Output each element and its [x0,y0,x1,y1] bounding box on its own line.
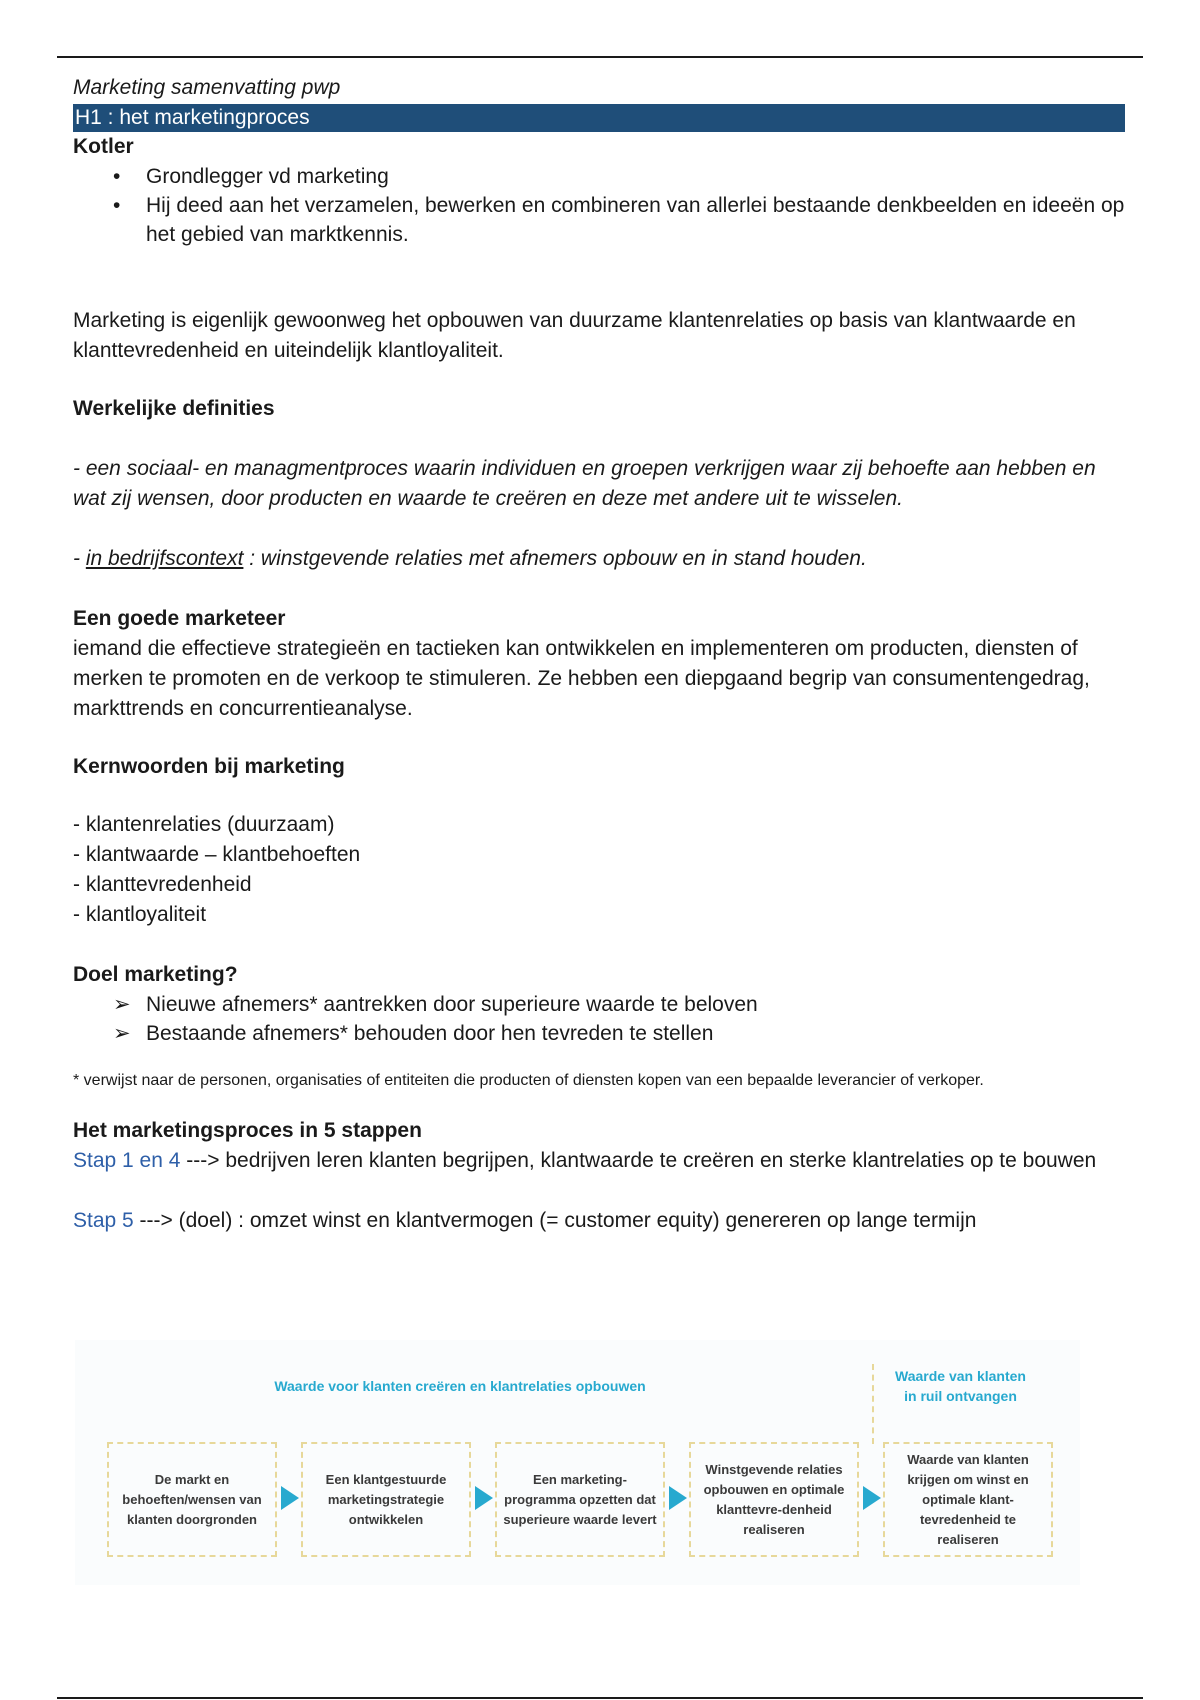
header-rule [57,56,1143,58]
footer-rule [57,1697,1143,1699]
arrow-bullet-icon: ➢ [113,1022,131,1045]
list-item: - klantwaarde – klantbehoeften [73,843,361,866]
arrow-right-icon [669,1486,687,1510]
marketeer-heading: Een goede marketeer [73,607,286,630]
arrow-bullet-icon: ➢ [113,993,131,1016]
definition-1: - een sociaal- en managmentproces waarin individuen en groepen verkrijgen waar zij behoefte aan hebben en wat zij wensen, door producten en waarde te creëren en deze met andere uit te wisselen. [73,457,1096,510]
list-item: - klanttevredenheid [73,873,252,896]
list-item: - klantenrelaties (duurzaam) [73,813,335,836]
list-item: • Hij deed aan het verzamelen, bewerken en combineren van allerlei bestaande denkbeelden en ideeën op het gebied van marktkennis. [113,191,1125,249]
bullet-dot-icon: • [113,194,121,217]
create-value-label: Waarde voor klanten creëren en klantrelaties opbouwen [274,1378,646,1394]
marketeer-text: iemand die effectieve strategieën en tactieken kan ontwikkelen en implementeren om producten, diensten of merken te promoten en de verkoop te stimuleren. Ze hebben een diepgaand begrip van consumentengedrag, markttrends en concurrentieanalyse. [73,637,1090,720]
kernwoorden-list [73,810,1125,930]
capture-value-label: Waarde van klanten in ruil ontvangen [895,1368,1026,1404]
marketing-intro: Marketing is eigenlijk gewoonweg het opbouwen van duurzame klantenrelaties op basis van klantwaarde en klanttevredenheid en uiteindelijk klantloyaliteit. [73,309,1076,362]
kotler-list [73,162,1125,249]
step-4-box: Winstgevende relaties opbouwen en optimale klanttevre-denheid realiseren [689,1442,859,1557]
list-item: ➢ Nieuwe afnemers* aantrekken door superieure waarde te beloven [113,990,1125,1019]
list-item: • Grondlegger vd marketing [113,162,1125,191]
kernwoorden-heading: Kernwoorden bij marketing [73,755,345,778]
list-item: ➢ Bestaande afnemers* behouden door hen tevreden te stellen [113,1019,1125,1048]
doel-heading: Doel marketing? [73,963,238,986]
arrow-right-icon [863,1486,881,1510]
step-1-box: De markt en behoeften/wensen van klanten doorgronden [107,1442,277,1557]
list-item: - klantloyaliteit [73,903,207,926]
stap-5-label: Stap 5 [73,1209,134,1232]
stap-5: Stap 5 ---> (doel) : omzet winst en klantvermogen (= customer equity) genereren op lange termijn [73,1209,977,1232]
stap-1-4: Stap 1 en 4 ---> bedrijven leren klanten begrijpen, klantwaarde te creëren en sterke klantrelaties op te bouwen [73,1149,1097,1172]
chapter-heading: H1 : het marketingproces [73,104,1125,132]
doel-list [73,990,1125,1048]
marketing-process-diagram [75,1340,1080,1585]
stap-1-4-label: Stap 1 en 4 [73,1149,181,1172]
definition-2: - in bedrijfscontext : winstgevende relaties met afnemers opbouw en in stand houden. [73,547,867,570]
arrow-right-icon [475,1486,493,1510]
section-divider [872,1364,874,1444]
bullet-dot-icon: • [113,165,121,188]
proces-heading: Het marketingsproces in 5 stappen [73,1119,422,1142]
step-5-box: Waarde van klanten krijgen om winst en optimale klant-tevredenheid te realiseren [883,1442,1053,1557]
arrow-right-icon [281,1486,299,1510]
document-title: Marketing samenvatting pwp [73,76,341,99]
definities-heading: Werkelijke definities [73,397,275,420]
kotler-heading: Kotler [73,135,134,158]
footnote: * verwijst naar de personen, organisaties of entiteiten die producten of diensten kopen van een bepaalde leverancier of verkoper. [73,1072,984,1089]
step-2-box: Een klantgestuurde marketingstrategie ontwikkelen [301,1442,471,1557]
step-3-box: Een marketing-programma opzetten dat superieure waarde levert [495,1442,665,1557]
context-term: in bedrijfscontext [85,547,244,570]
document-page [73,74,1125,1236]
